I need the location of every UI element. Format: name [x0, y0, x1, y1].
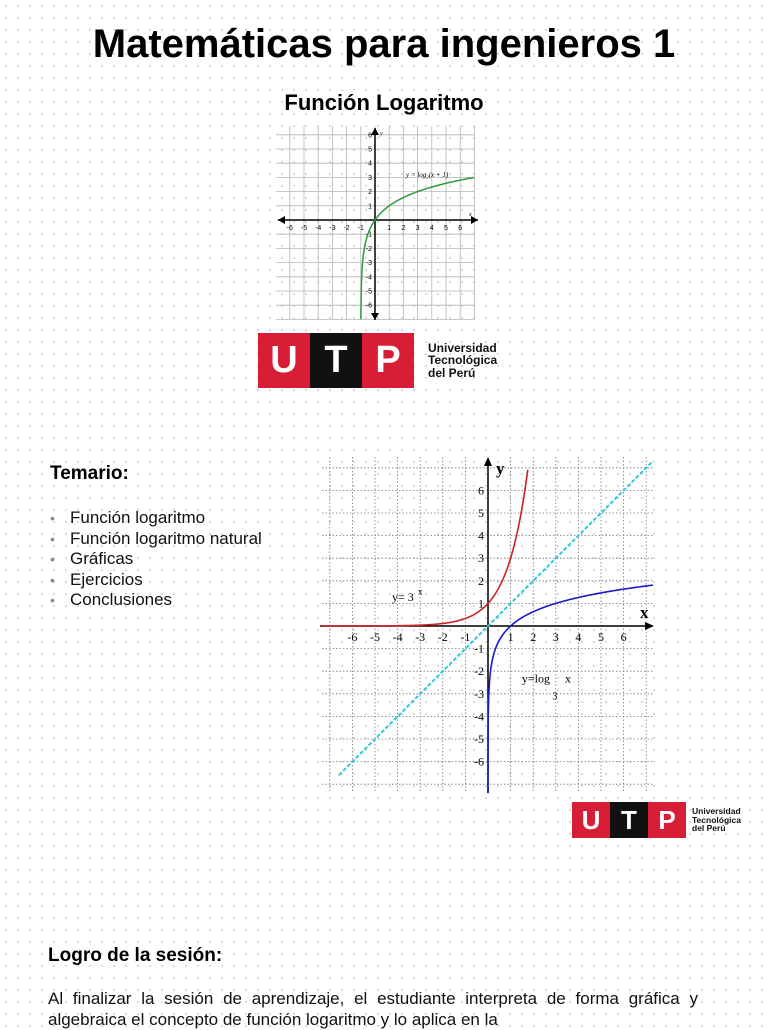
equation-label: y = log₂(x + 1) [406, 171, 449, 179]
x-tick-label: -4 [315, 225, 322, 232]
y-tick-label: -2 [474, 664, 484, 679]
bullet-icon: • [50, 510, 55, 526]
section-subtitle: Función Logaritmo [284, 90, 484, 115]
university-name [692, 807, 741, 834]
x-tick-label: -1 [460, 630, 471, 644]
x-tick-label: 4 [575, 630, 582, 644]
x-tick-label: -4 [392, 630, 403, 644]
y-tick-label: -4 [474, 709, 484, 724]
y-axis-arrow-icon [484, 457, 492, 466]
bullet-icon: • [50, 571, 55, 588]
x-tick-label: 2 [530, 630, 537, 644]
x-tick-label: -1 [357, 225, 364, 232]
y-tick-label: 5 [368, 146, 372, 154]
logarithm-label-variable: x [564, 671, 571, 686]
x-axis-arrow-icon [278, 216, 285, 224]
y-tick-label: 2 [368, 189, 372, 197]
y-tick-label: 4 [478, 528, 484, 543]
university-name-line: del Perú [692, 823, 726, 834]
logarithm-label: y=log [521, 671, 551, 686]
bullet-icon: • [50, 592, 55, 608]
temario-item-label: Gráficas [70, 549, 134, 568]
logo-letter-u: U [572, 802, 610, 838]
logarithm-label-base: 3 [552, 691, 558, 703]
bullet-icon: • [50, 530, 55, 547]
x-tick-label: -3 [415, 630, 426, 644]
y-tick-label: 3 [368, 174, 372, 182]
bullet-icon: • [50, 551, 55, 567]
temario-item [50, 529, 262, 550]
x-tick-label: -3 [329, 225, 336, 232]
temario-item [50, 570, 262, 591]
y-tick-label: 4 [368, 160, 372, 168]
exponential-label-exponent: x [417, 586, 423, 597]
temario-item-label: Conclusiones [70, 590, 173, 609]
x-tick-label: 1 [507, 630, 514, 644]
x-tick-label: -6 [286, 225, 293, 232]
x-tick-label: -5 [370, 630, 380, 644]
logo-letter-u: U [258, 333, 310, 388]
page-title: Matemáticas para ingenieros 1 [92, 22, 676, 66]
y-tick-label: 6 [478, 483, 484, 498]
y-tick-label: -1 [474, 641, 484, 656]
y-tick-label: -3 [365, 260, 372, 268]
utp-logo [258, 333, 497, 388]
temario-item-label: Función logaritmo natural [70, 528, 262, 548]
university-name-line: del Perú [428, 365, 476, 380]
y-tick-label: 3 [478, 551, 484, 566]
y-tick-label: -4 [365, 274, 372, 282]
utp-logo-small [572, 802, 741, 838]
x-tick-label: 1 [387, 225, 392, 232]
y-tick-label: -2 [365, 245, 372, 253]
x-tick-label: -5 [300, 225, 308, 232]
logo-letter-p: P [362, 333, 414, 388]
temario-item-label: Función logaritmo [70, 508, 206, 527]
slide-1 [0, 0, 768, 430]
temario-item [50, 549, 262, 570]
x-tick-label: 6 [458, 225, 463, 232]
y-tick-label: -3 [474, 686, 484, 701]
y-axis-arrow-icon [371, 313, 379, 320]
x-axis-label: x [640, 603, 649, 622]
y-axis-label: y [496, 459, 505, 478]
x-tick-label: 5 [598, 630, 604, 644]
x-axis-arrow-icon [645, 622, 654, 630]
temario-heading: Temario: [50, 463, 129, 484]
y-tick-label: -5 [365, 288, 372, 296]
y-axis-label: y [380, 131, 383, 137]
x-tick-label: 6 [620, 630, 627, 644]
temario-item [50, 590, 262, 611]
temario-item [50, 508, 262, 529]
logo-letter-p: P [648, 802, 686, 838]
temario-item-label: Ejercicios [70, 569, 143, 589]
y-tick-label: 6 [368, 132, 372, 140]
x-tick-label: 3 [552, 630, 559, 644]
y-tick-label: -6 [365, 302, 372, 310]
y-axis-arrow-icon [371, 128, 379, 135]
logro-paragraph: Al finalizar la sesión de aprendizaje, el estudiante interpreta de forma gráfica y algebraica el concepto de función logaritmo y lo aplica en la [48, 989, 698, 1029]
x-tick-label: 4 [429, 225, 434, 232]
identity-line [339, 461, 653, 775]
x-tick-label: 2 [401, 225, 406, 232]
logro-heading: Logro de la sesión: [48, 945, 223, 966]
x-tick-label: 5 [444, 225, 448, 232]
exponential-label: y= 3 [391, 590, 414, 605]
y-tick-label: 1 [368, 203, 372, 211]
logo-letter-t: T [310, 333, 362, 388]
y-tick-label: -1 [365, 231, 372, 239]
x-tick-label: 3 [415, 225, 420, 232]
exp-log-inverse-chart [320, 455, 656, 795]
university-name-line: Tecnológica [428, 353, 498, 368]
logo-letter-t: T [610, 802, 648, 838]
temario-list [50, 508, 262, 611]
logarithm-curve [488, 585, 653, 793]
university-name-line: Universidad [692, 805, 741, 816]
x-tick-label: -2 [437, 630, 448, 644]
university-name [428, 342, 497, 380]
university-name-line: Tecnológica [692, 814, 741, 825]
y-tick-label: 1 [478, 596, 484, 611]
x-tick-label: -6 [347, 630, 358, 644]
x-axis-label: x [469, 212, 472, 218]
log-function-graph [276, 126, 480, 322]
y-tick-label: -6 [474, 754, 484, 769]
x-tick-label: -2 [343, 225, 350, 232]
university-name-line: Universidad [428, 340, 497, 355]
y-tick-label: 2 [478, 573, 484, 588]
y-tick-label: -5 [474, 732, 484, 746]
exponential-curve [321, 470, 528, 626]
y-tick-label: 5 [478, 506, 484, 520]
